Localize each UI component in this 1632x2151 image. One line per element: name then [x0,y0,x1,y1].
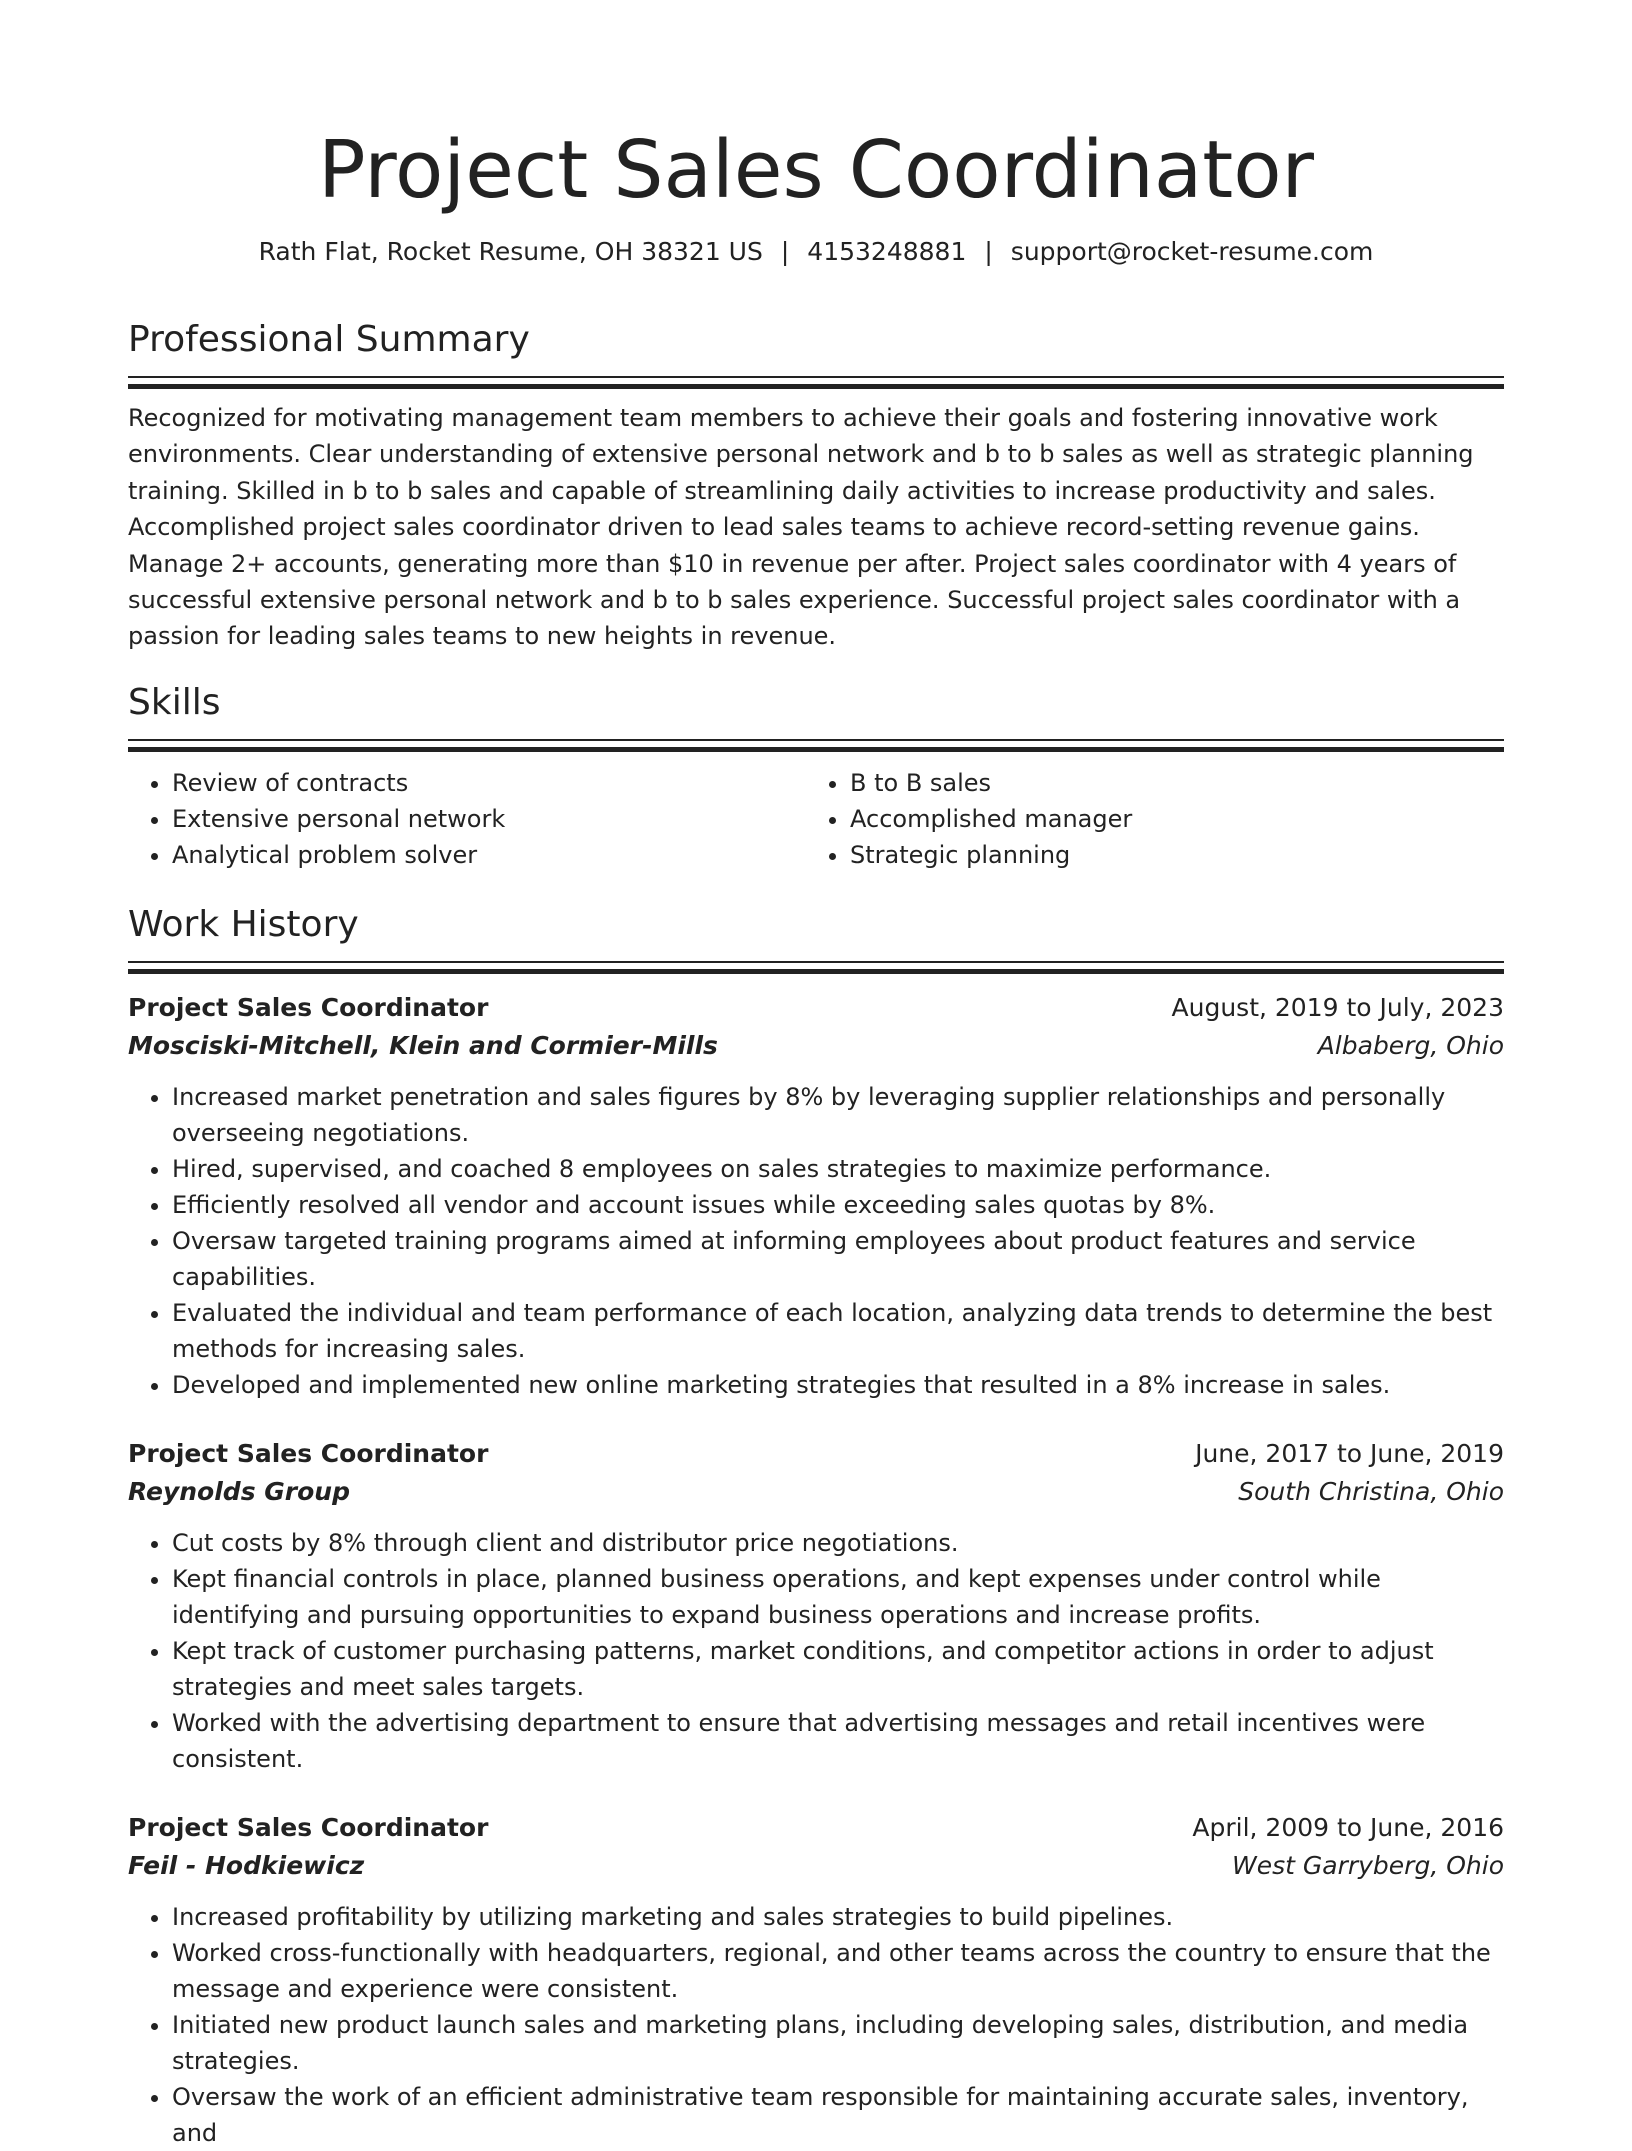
skills-section [128,679,1504,873]
section-heading-summary: Professional Summary [128,319,530,360]
job-company: Feil - Hodkiewicz [128,1850,365,1880]
job-bullet: • Evaluated the individual and team performance of each location, analyzing data trends to determine the best methods for increasing sales. [172,1295,1504,1367]
job-header [128,989,1504,1027]
summary-section [128,316,1504,655]
contact-separator: | [984,237,993,266]
job-bullet: • Hired, supervised, and coached 8 employees on sales strategies to maximize performance. [172,1151,1504,1187]
skill-item: • Strategic planning [850,837,1484,873]
skill-item: • Analytical problem solver [172,837,806,873]
job-title: Project Sales Coordinator [128,1438,489,1468]
job-bullet: • Initiated new product launch sales and marketing plans, including developing sales, distribution, and media strategies. [172,2007,1504,2079]
contact-address: Rath Flat, Rocket Resume, OH 38321 US [258,237,763,266]
job-header [128,1809,1504,1847]
job-bullets [128,1525,1504,1777]
job-header [128,1435,1504,1473]
job-entry [128,1435,1504,1777]
job-title: Project Sales Coordinator [128,1812,489,1842]
job-subheader [128,1847,1504,1885]
job-bullet: • Increased profitability by utilizing marketing and sales strategies to build pipelines. [172,1899,1504,1935]
job-bullet: • Worked cross-functionally with headquarters, regional, and other teams across the country to ensure that the message and experience were consistent. [172,1935,1504,2007]
contact-phone: 4153248881 [807,237,967,266]
job-bullet: • Kept track of customer purchasing patterns, market conditions, and competitor actions in order to adjust strategies and meet sales targets. [172,1633,1504,1705]
skill-item: • Extensive personal network [172,801,806,837]
section-divider [128,739,1504,751]
job-entry [128,989,1504,1403]
job-bullet: • Oversaw targeted training programs aimed at informing employees about product features and service capabilities. [172,1223,1504,1295]
job-company: Mosciski-Mitchell, Klein and Cormier-Mills [128,1030,718,1060]
job-subheader [128,1027,1504,1065]
job-title: Project Sales Coordinator [128,992,489,1022]
contact-separator: | [780,237,790,266]
job-bullets [128,1079,1504,1403]
skill-item: • B to B sales [850,765,1484,801]
job-dates: June, 2017 to June, 2019 [1195,1438,1504,1468]
section-heading-skills: Skills [128,681,221,723]
job-company: Reynolds Group [128,1476,350,1506]
skills-column-left [128,765,806,873]
section-divider [128,961,1504,973]
summary-text: Recognized for motivating management team members to achieve their goals and fostering innovative work environments. Clear understanding of extensive personal network and b to b sales as well as strategic planning training. Skilled in b to b sales and capable of streamlining daily activities to increase productivity and sales. Accomplished project sales coordinator driven to lead sales teams to achieve record-setting revenue gains. Manage 2+ accounts, generating more than $10 in revenue per after. Project sales coordinator with 4 years of successful extensive personal network and b to b sales experience. Successful project sales coordinator with a passion for leading sales teams to new heights in revenue. [128,404,1474,651]
job-location: South Christina, Ohio [1238,1476,1504,1506]
job-location: West Garryberg, Ohio [1232,1850,1504,1880]
work-history-section [128,901,1504,2151]
job-bullet: • Cut costs by 8% through client and distributor price negotiations. [172,1525,1504,1561]
job-dates: April, 2009 to June, 2016 [1192,1812,1504,1842]
skills-list [128,765,1504,873]
resume-page [128,116,1504,2151]
job-subheader [128,1473,1504,1511]
section-heading-work: Work History [128,903,359,945]
job-bullet: • Increased market penetration and sales figures by 8% by leveraging supplier relationships and personally overseeing negotiations. [172,1079,1504,1151]
job-entry [128,1809,1504,2151]
job-bullets [128,1899,1504,2151]
contact-line [128,234,1504,270]
job-location: Albaberg, Ohio [1317,1030,1504,1060]
job-dates: August, 2019 to July, 2023 [1171,992,1504,1022]
job-bullet: • Kept financial controls in place, planned business operations, and kept expenses under control while identifying and pursuing opportunities to expand business operations and increase profits. [172,1561,1504,1633]
section-divider [128,376,1504,388]
job-bullet: • Developed and implemented new online marketing strategies that resulted in a 8% increase in sales. [172,1367,1504,1403]
contact-email: support@rocket-resume.com [1010,237,1374,266]
skill-item: • Review of contracts [172,765,806,801]
job-bullet: • Oversaw the work of an efficient administrative team responsible for maintaining accurate sales, inventory, and [172,2079,1504,2151]
skills-column-right [806,765,1484,873]
skill-item: • Accomplished manager [850,801,1484,837]
job-bullet: • Worked with the advertising department to ensure that advertising messages and retail incentives were consistent. [172,1705,1504,1777]
job-bullet: • Efficiently resolved all vendor and account issues while exceeding sales quotas by 8%. [172,1187,1504,1223]
page-title: Project Sales Coordinator [317,124,1315,216]
